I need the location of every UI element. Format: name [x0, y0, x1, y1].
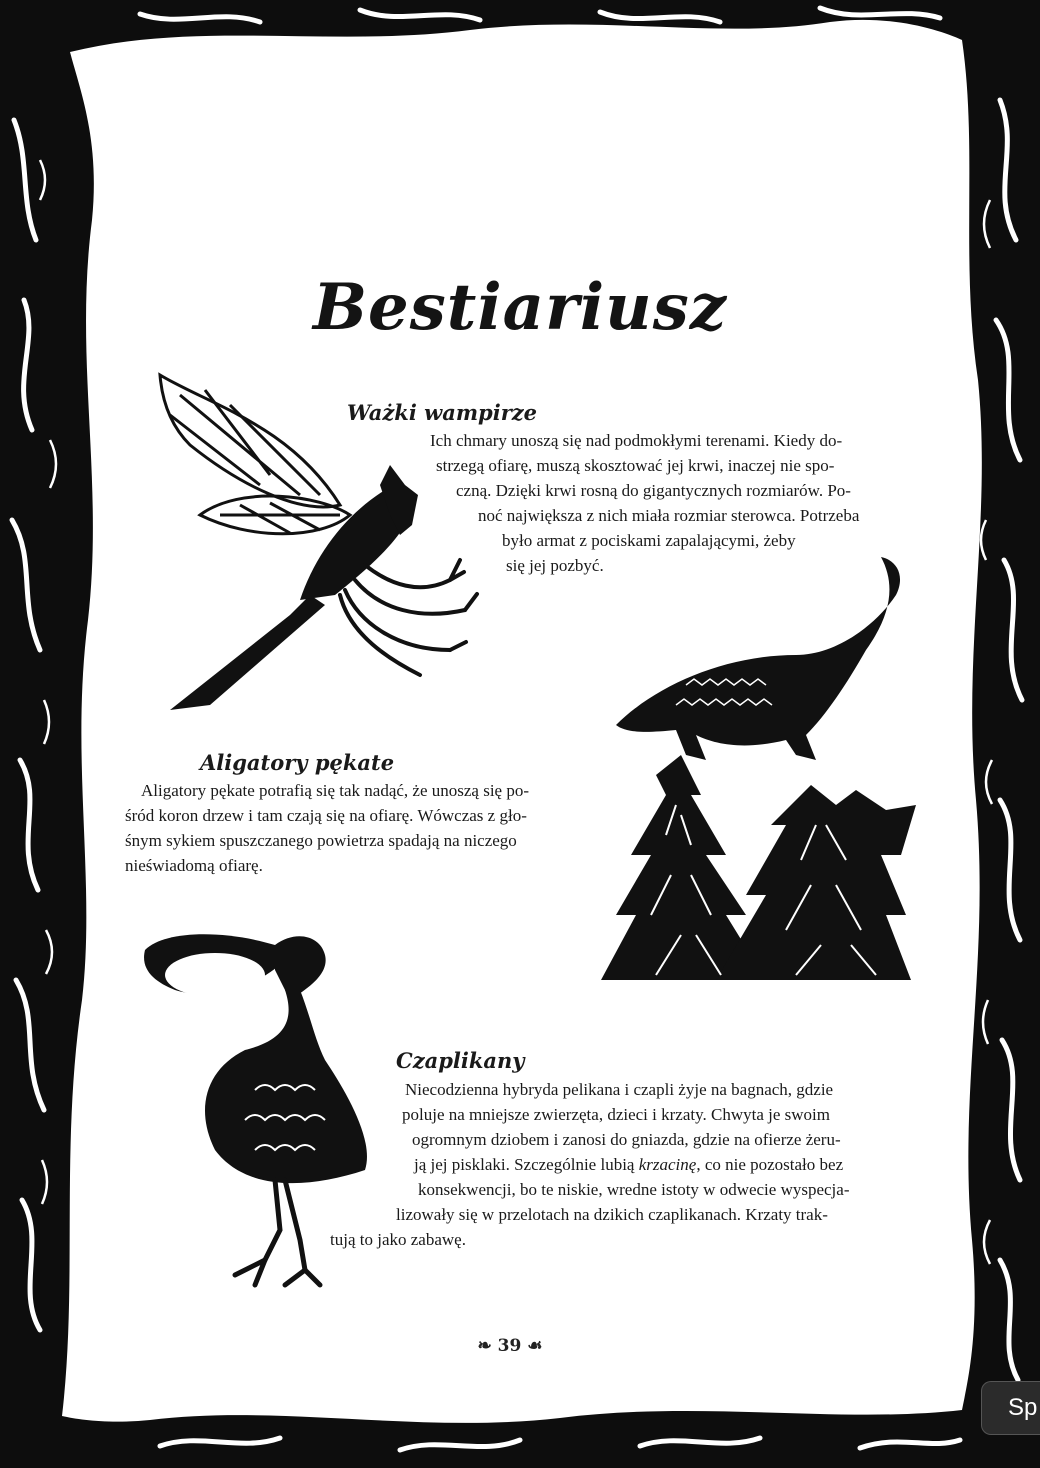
- text-line: tują to jako zabawę.: [330, 1230, 466, 1249]
- emphasis-term: krzacinę: [638, 1155, 697, 1174]
- text-line: [330, 1152, 900, 1177]
- text-line: czną. Dzięki krwi rosną do gigantycznych rozmiarów. Po-: [456, 481, 851, 500]
- text-line: śnym sykiem spuszczanego powietrza spadają na niczego: [125, 831, 517, 850]
- text-line: poluje na mniejsze zwierzęta, dzieci i krzaty. Chwyta je swoim: [402, 1105, 830, 1124]
- section-heading-alligators: Aligatory pękate: [200, 750, 395, 775]
- section-heading-dragonflies: Ważki wampirze: [347, 400, 538, 425]
- text-line: było armat z pociskami zapalającymi, żeby: [502, 531, 796, 550]
- section-heading-herons: Czaplikany: [396, 1048, 525, 1073]
- text-line: Ich chmary unoszą się nad podmokłymi terenami. Kiedy do-: [430, 431, 843, 450]
- text-run: , co nie pozostało bez: [696, 1155, 844, 1174]
- section-text-herons: [330, 1077, 900, 1252]
- text-line: noć największa z nich miała rozmiar sterowca. Potrzeba: [478, 506, 860, 525]
- section-text-alligators: [125, 778, 595, 878]
- text-line: ogromnym dziobem i zanosi do gniazda, gdzie na ofierze żeru-: [412, 1130, 841, 1149]
- text-line: konsekwencji, bo te niskie, wredne istoty w odwecie wyspecja-: [418, 1180, 850, 1199]
- overlay-tab-button[interactable]: Sp: [982, 1382, 1040, 1434]
- text-run: ją jej pisklaki. Szczególnie lubią: [414, 1155, 635, 1174]
- text-line: Aligatory pękate potrafią się tak nadąć, że unoszą się po-: [141, 781, 530, 800]
- text-line: nieświadomą ofiarę.: [125, 856, 263, 875]
- text-line: strzegą ofiarę, muszą skosztować jej krwi, inaczej nie spo-: [436, 456, 835, 475]
- text-line: się jej pozbyć.: [506, 556, 604, 575]
- text-line: Niecodzienna hybryda pelikana i czapli żyje na bagnach, gdzie: [405, 1080, 834, 1099]
- alligator-trees-illustration: [596, 555, 921, 985]
- page-number-value: 39: [497, 1336, 522, 1356]
- ornament-left-icon: ❧: [477, 1336, 492, 1356]
- page-title: Bestiariusz: [312, 270, 728, 345]
- ornament-right-icon: ☙: [527, 1336, 543, 1356]
- text-line: śród koron drzew i tam czają się na ofiarę. Wówczas z gło-: [125, 806, 527, 825]
- page-number: [470, 1336, 550, 1356]
- text-line: lizowały się w przelotach na dzikich czaplikanach. Krzaty trak-: [396, 1205, 828, 1224]
